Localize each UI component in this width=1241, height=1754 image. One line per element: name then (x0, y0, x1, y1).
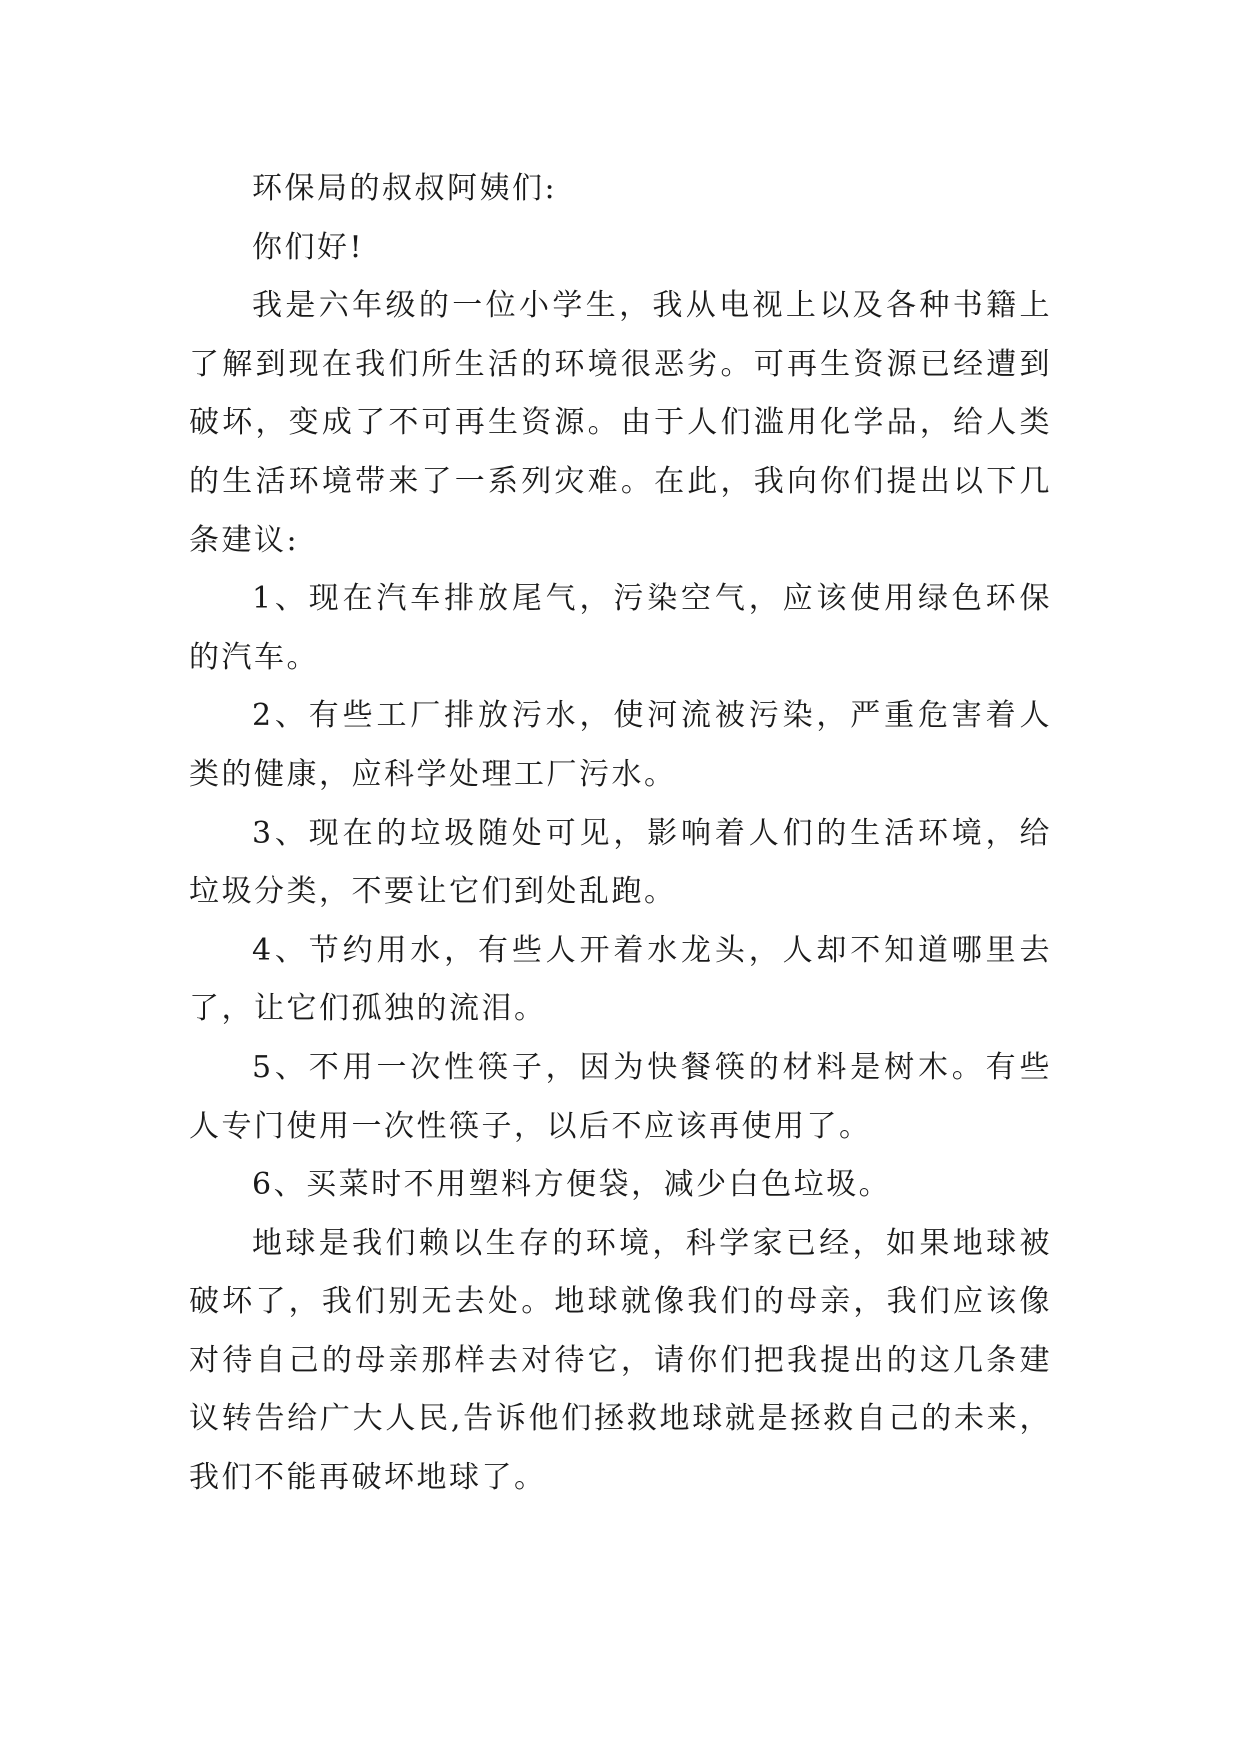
conclusion-paragraph: 地球是我们赖以生存的环境，科学家已经，如果地球被破坏了，我们别无去处。地球就像我们的母亲，我们应该像对待自己的母亲那样去对待它，请你们把我提出的这几条建议转告给广大人民,告诉他们拯救地球就是拯救自己的未来，我们不能再破坏地球了。 (189, 1225, 1052, 1496)
intro-paragraph: 我是六年级的一位小学生，我从电视上以及各种书籍上了解到现在我们所生活的环境很恶劣。可再生资源已经遭到破坏，变成了不可再生资源。由于人们滥用化学品，给人类的生活环境带来了一系列灾难。在此，我向你们提出以下几条建议: (189, 288, 1052, 558)
suggestion-1: 1、现在汽车排放尾气，污染空气，应该使用绿色环保的汽车。 (189, 581, 1052, 675)
suggestion-3: 3、现在的垃圾随处可见，影响着人们的生活环境，给垃圾分类，不要让它们到处乱跑。 (189, 815, 1052, 910)
suggestion-4: 4、节约用水，有些人开着水龙头，人却不知道哪里去了，让它们孤独的流泪。 (189, 932, 1052, 1027)
greeting: 你们好! (252, 229, 365, 265)
suggestion-5: 5、不用一次性筷子，因为快餐筷的材料是树木。有些人专门使用一次性筷子，以后不应该再使用了。 (189, 1049, 1052, 1144)
suggestion-2: 2、有些工厂排放污水，使河流被污染，严重危害着人类的健康，应科学处理工厂污水。 (189, 698, 1052, 792)
salutation: 环保局的叔叔阿姨们: (252, 171, 558, 206)
letter-body (189, 160, 1052, 1508)
suggestion-6: 6、买菜时不用塑料方便袋，减少白色垃圾。 (252, 1167, 892, 1203)
